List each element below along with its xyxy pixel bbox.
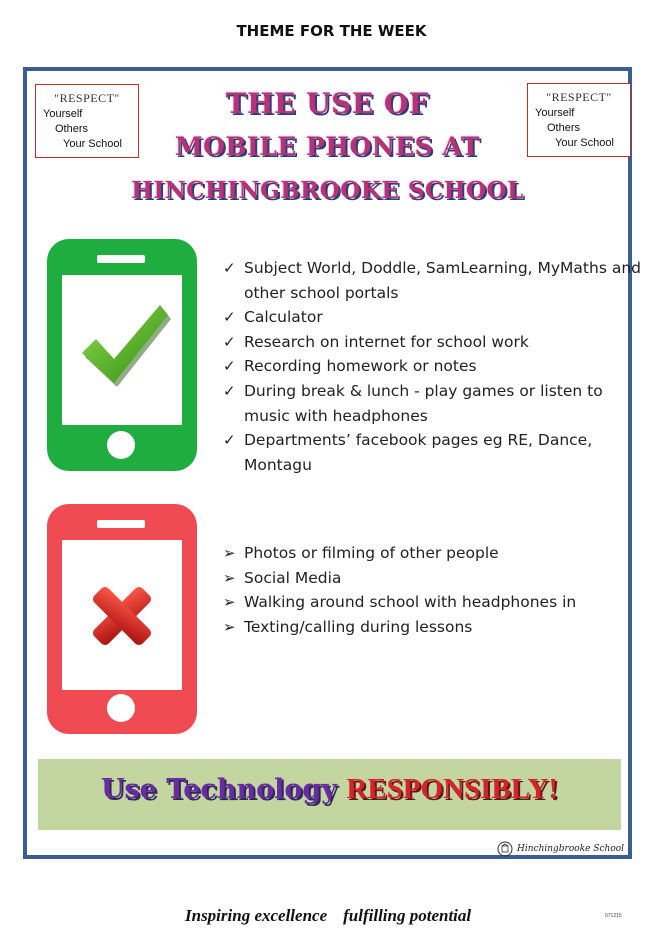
respect-line-others: Others bbox=[547, 122, 581, 134]
list-item: ✓ Departments’ facebook pages eg RE, Dance, Montagu bbox=[223, 428, 644, 477]
red-cross-icon bbox=[62, 540, 182, 690]
school-crest-icon bbox=[497, 841, 513, 857]
responsibility-banner bbox=[38, 759, 621, 830]
respect-heading: "RESPECT" bbox=[546, 90, 612, 104]
checkmark-bullet-icon: ✓ bbox=[223, 332, 236, 351]
list-item: ➢ Social Media bbox=[223, 566, 644, 591]
footer-motto bbox=[185, 906, 471, 926]
footer-code: 071215 bbox=[605, 913, 622, 919]
allowed-phone-illustration bbox=[47, 239, 197, 471]
phone-home-button bbox=[107, 431, 135, 459]
school-logo-name: Hinchingbrooke School bbox=[517, 844, 625, 854]
poster-frame bbox=[23, 67, 641, 859]
green-checkmark-icon bbox=[62, 275, 182, 425]
phone-screen bbox=[62, 275, 182, 425]
respect-heading: "RESPECT" bbox=[54, 91, 120, 105]
not-allowed-uses-list bbox=[223, 541, 644, 639]
respect-line-yourself: Yourself bbox=[535, 107, 575, 119]
motto-part-1: Inspiring excellence bbox=[185, 906, 328, 925]
list-item: ✓ During break & lunch - play games or listen to music with headphones bbox=[223, 379, 644, 428]
poster-title-line-2: MOBILE PHONES AT bbox=[174, 132, 481, 161]
checkmark-bullet-icon: ✓ bbox=[223, 259, 236, 277]
list-item: ✓ Recording homework or notes bbox=[223, 354, 644, 379]
banner-text-part-2: RESPONSIBLY! bbox=[346, 773, 559, 805]
phone-screen bbox=[62, 540, 182, 690]
checkmark-bullet-icon: ✓ bbox=[223, 431, 236, 450]
not-allowed-phone-illustration bbox=[47, 504, 197, 734]
banner-text bbox=[38, 773, 621, 806]
phone-speaker bbox=[97, 520, 145, 528]
list-item: ➢ Photos or filming of other people bbox=[223, 541, 644, 566]
phone-speaker bbox=[97, 255, 145, 263]
arrow-bullet-icon: ➢ bbox=[223, 593, 236, 612]
respect-line-your-school: Your School bbox=[63, 138, 122, 150]
arrow-bullet-icon: ➢ bbox=[223, 617, 236, 636]
arrow-bullet-icon: ➢ bbox=[223, 544, 236, 562]
list-item: ✓ Research on internet for school work bbox=[223, 330, 644, 355]
school-logo bbox=[497, 839, 624, 859]
checkmark-bullet-icon: ✓ bbox=[223, 308, 236, 327]
respect-line-your-school: Your School bbox=[555, 137, 614, 149]
list-item: ➢ Texting/calling during lessons bbox=[223, 615, 644, 640]
list-item: ➢ Walking around school with headphones in bbox=[223, 590, 644, 615]
motto-part-2: fulfilling potential bbox=[343, 906, 472, 925]
checkmark-bullet-icon: ✓ bbox=[223, 381, 236, 400]
banner-text-part-1: Use Technology bbox=[100, 774, 337, 805]
list-item: ✓ Subject World, Doddle, SamLearning, MyMaths and other school portals bbox=[223, 256, 644, 305]
checkmark-bullet-icon: ✓ bbox=[223, 357, 236, 376]
poster-title-line-3: HINCHINGBROOKE SCHOOL bbox=[131, 177, 524, 204]
respect-line-others: Others bbox=[55, 123, 89, 135]
arrow-bullet-icon: ➢ bbox=[223, 568, 236, 587]
poster-title-line-1: THE USE OF bbox=[225, 87, 430, 120]
list-item: ✓ Calculator bbox=[223, 305, 644, 330]
respect-line-yourself: Yourself bbox=[43, 108, 83, 120]
phone-home-button bbox=[107, 694, 135, 722]
page-header-title: THEME FOR THE WEEK bbox=[236, 22, 427, 40]
allowed-uses-list bbox=[223, 256, 644, 477]
